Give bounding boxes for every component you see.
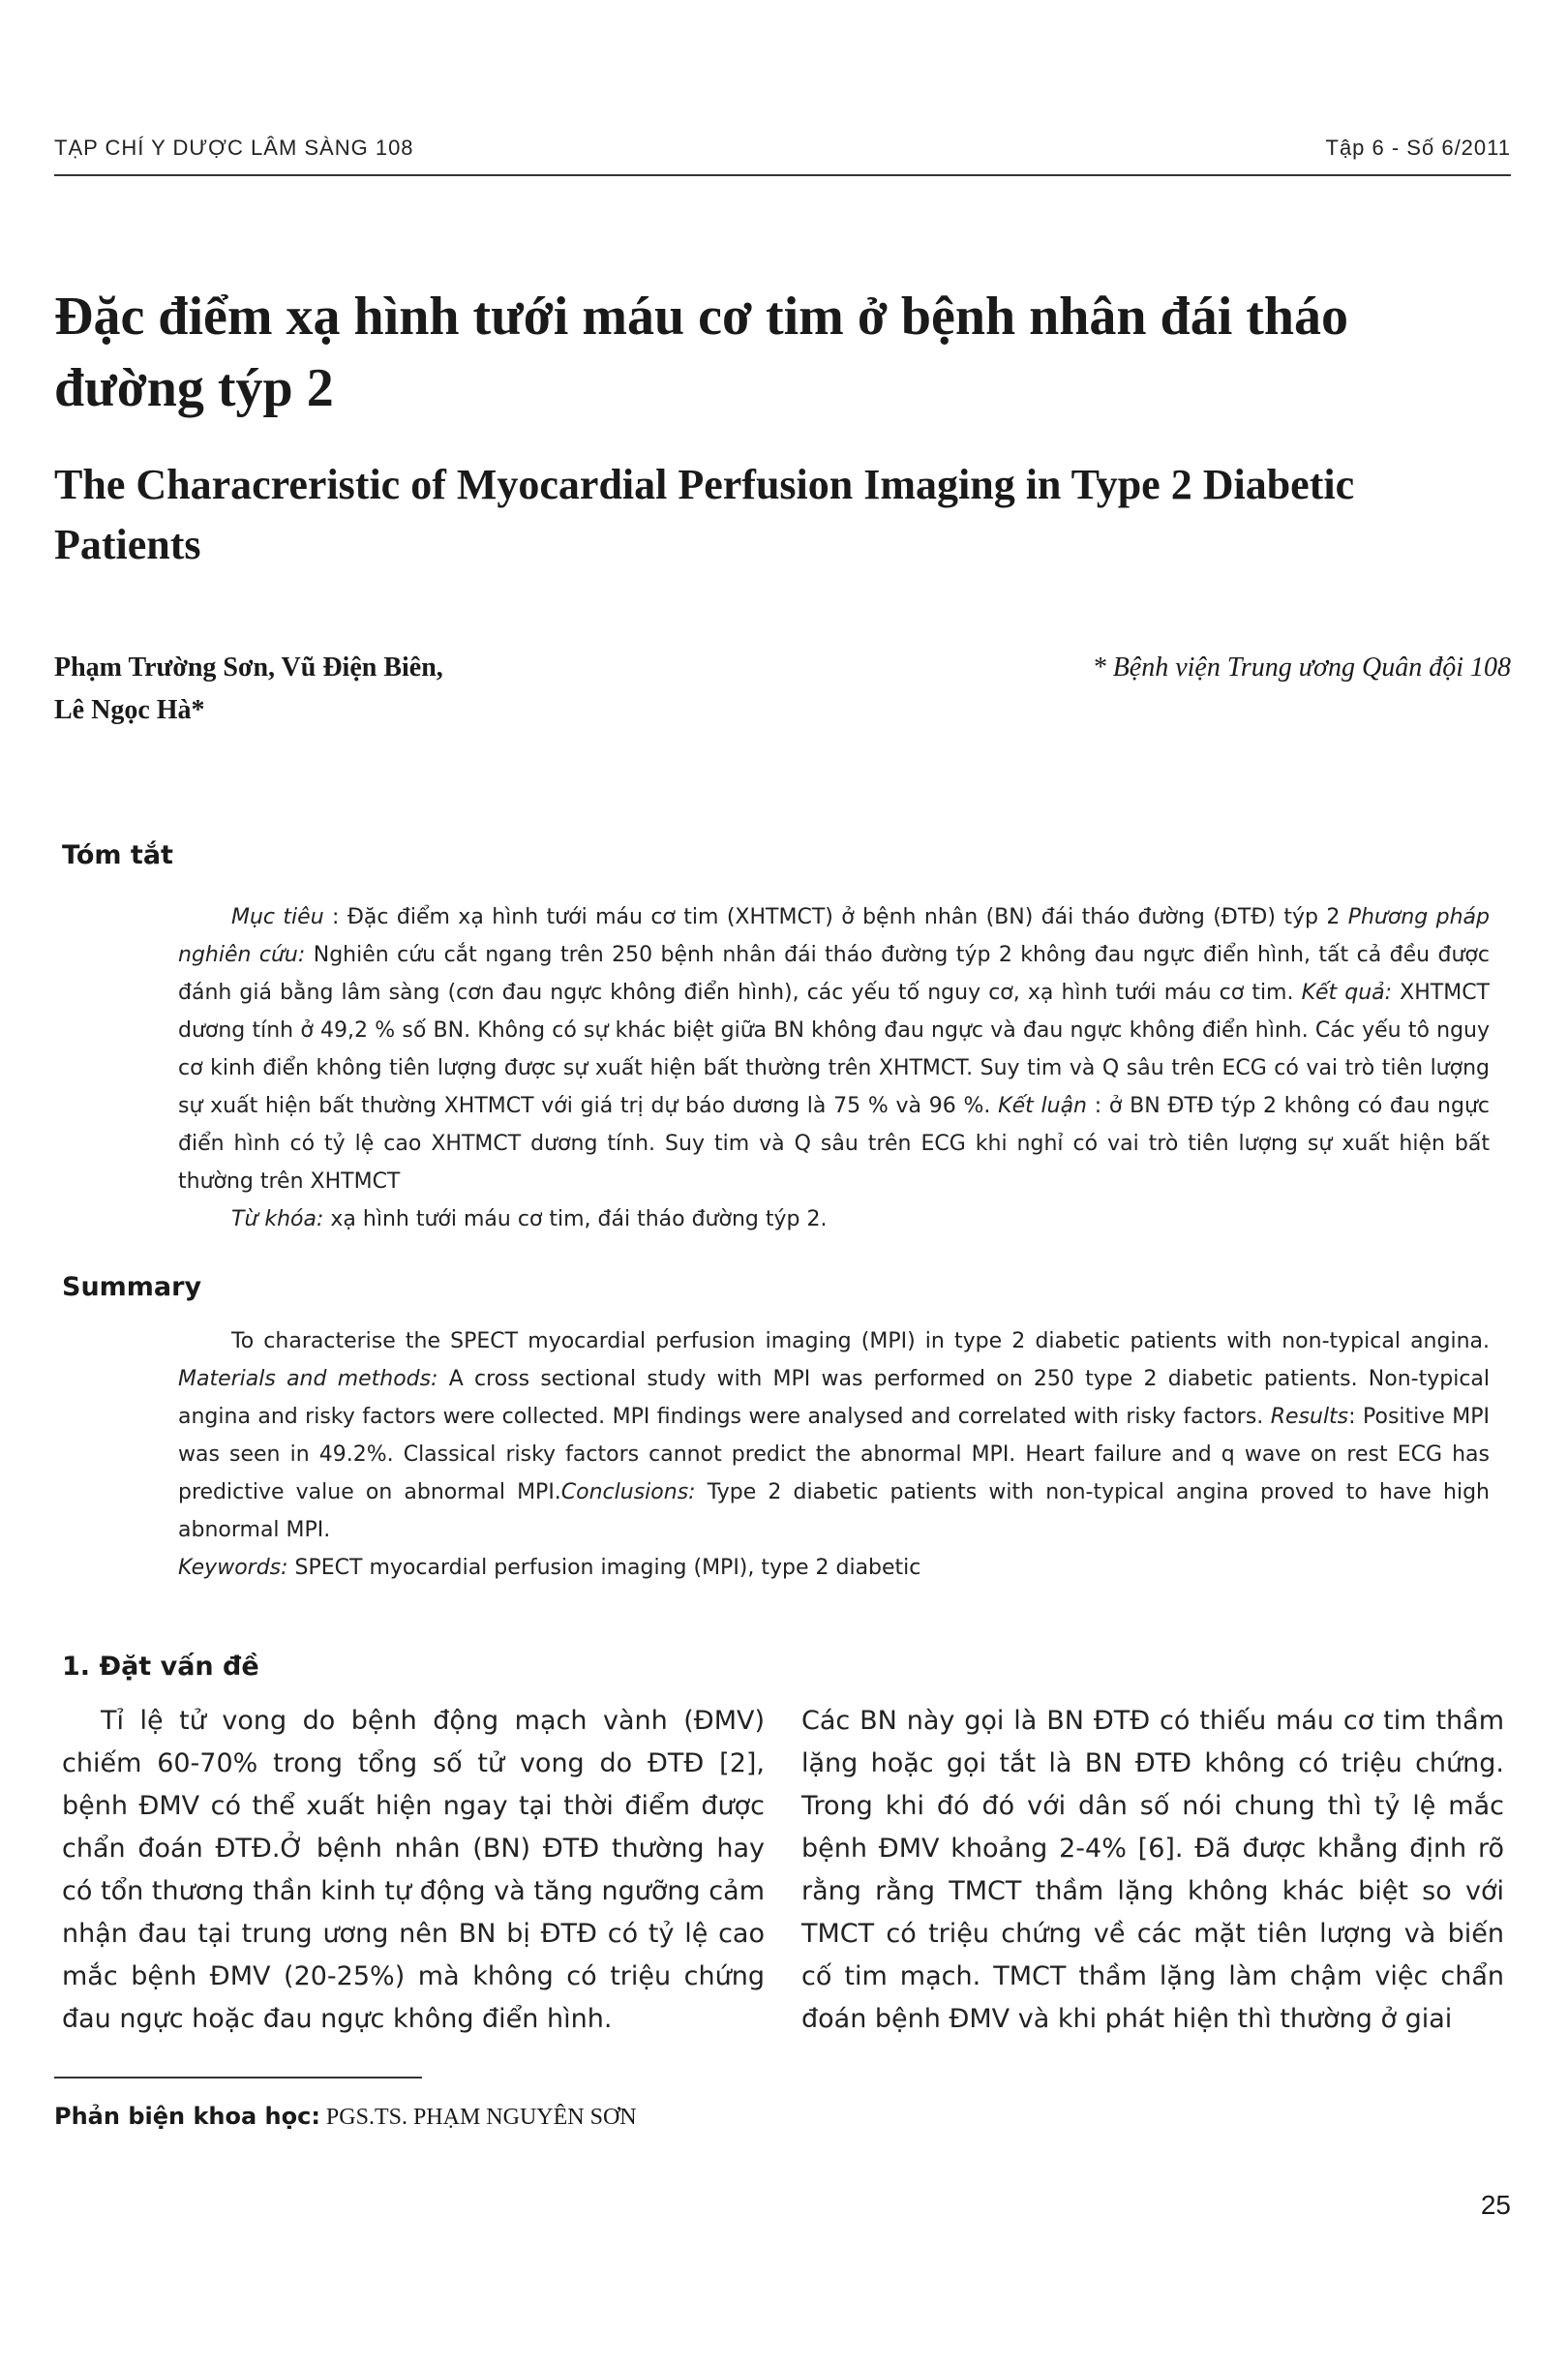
author-line-2: Lê Ngọc Hà*: [54, 695, 205, 725]
keywords-label: Từ khóa:: [231, 1207, 324, 1231]
abstract-english: [178, 1322, 1490, 1587]
summary-keywords-text: SPECT myocardial perfusion imaging (MPI), type 2 diabetic: [287, 1556, 921, 1580]
reviewer-label: Phản biện khoa học:: [54, 2103, 320, 2130]
summary-keywords-label: Keywords:: [178, 1556, 288, 1580]
body-column-right: Các BN này gọi là BN ĐTĐ có thiếu máu cơ tim thầm lặng hoặc gọi tắt là BN ĐTĐ không có triệu chứng. Trong khi đó đó với dân số nói chung thì tỷ lệ mắc bệnh ĐMV khoảng 2-4% [6]. Đã được khẳng định rõ rằng rằng TMCT thầm lặng không khác biệt so với TMCT có triệu chứng về các mặt tiên lượng và biến cố tim mạch. TMCT thầm lặng làm chậm việc chẩn đoán bệnh ĐMV và khi phát hiện thì thường ở giai: [801, 1706, 1504, 2034]
article-page: [54, 0, 1511, 2367]
results-text: XHTMCT dương tính ở 49,2 % số BN. Không có sự khác biệt giữa BN không đau ngực và đau ngực không điển hình. Các yếu tô nguy cơ kinh điển không tiên lượng được sự xuất hiện bất thường trên XHTMCT. Suy tim và Q sâu trên ECG có vai trò tiên lượng sự xuất hiện bất thường XHTMCT với giá trị dự báo dương là 75 % và 96 %.: [178, 981, 1490, 1118]
conclusion-text: : ở BN ĐTĐ týp 2 không có đau ngực điển hình có tỷ lệ cao XHTMCT dương tính. Suy tim và Q sâu trên ECG khi nghỉ có vai trò tiên lượng sự xuất hiện bất thường trên XHTMCT: [178, 1094, 1490, 1194]
keywords-text: xạ hình tưới máu cơ tim, đái tháo đường týp 2.: [323, 1207, 828, 1231]
methods-label: Phương pháp nghiên cứu:: [178, 905, 1490, 967]
journal-name: TẠP CHÍ Y DƯỢC LÂM SÀNG 108: [54, 136, 414, 160]
summary-methods-text: A cross sectional study with MPI was performed on 250 type 2 diabetic patients. Non-typical angina and risky factors were collected. MPI findings were analysed and correlated with risky factors.: [178, 1367, 1491, 1429]
summary-intro: To characterise the SPECT myocardial perfusion imaging (MPI) in type 2 diabetic patients with non-typical angina.: [231, 1329, 1490, 1353]
running-header: [54, 136, 1511, 168]
summary-results-text: : Positive MPI was seen in 49.2%. Classical risky factors cannot predict the abnormal MPI. Heart failure and q wave on rest ECG has predictive value on abnormal MPI.: [178, 1405, 1490, 1504]
objective-text: : Đặc điểm xạ hình tưới máu cơ tim (XHTMCT) ở bệnh nhân (BN) đái tháo đường (ĐTĐ) týp 2: [323, 905, 1348, 929]
abstract-en-heading: Summary: [62, 1272, 202, 1302]
summary-results-label: Results: [1270, 1405, 1349, 1429]
abstract-vietnamese: [178, 898, 1490, 1238]
keywords-en: [178, 1549, 1490, 1587]
footnote-rule: [54, 2077, 422, 2079]
methods-text: Nghiên cứu cắt ngang trên 250 bệnh nhân đái tháo đường týp 2 không đau ngực điển hình, tất cả đều được đánh giá bằng lâm sàng (cơn đau ngực không điển hình), các yếu tố nguy cơ, xạ hình tưới máu cơ tim.: [178, 943, 1490, 1005]
page-number: 25: [1480, 2190, 1511, 2220]
affiliation: * Bệnh viện Trung ương Quân đội 108: [1092, 652, 1511, 683]
reviewer-footnote: [54, 2103, 637, 2131]
title-vietnamese: Đặc điểm xạ hình tưới máu cơ tim ở bệnh nhân đái tháo đường týp 2: [54, 287, 1349, 418]
body-column-left: Tỉ lệ tử vong do bệnh động mạch vành (ĐMV) chiếm 60-70% trong tổng số tử vong do ĐTĐ [2], bệnh ĐMV có thể xuất hiện ngay tại thời điểm được chẩn đoán ĐTĐ.Ở bệnh nhân (BN) ĐTĐ thường hay có tổn thương thần kinh tự động và tăng ngưỡng cảm nhận đau tại trung ương nên BN bị ĐTĐ có tỷ lệ cao mắc bệnh ĐMV (20-25%) mà không có triệu chứng đau ngực hoặc đau ngực không điển hình.: [62, 1706, 765, 2034]
abstract-vi-body: [178, 898, 1490, 1200]
abstract-en-body: [178, 1322, 1490, 1549]
issue-number: Tập 6 - Số 6/2011: [1325, 136, 1511, 160]
results-label: Kết quả:: [1301, 981, 1393, 1005]
objective-label: Mục tiêu: [231, 905, 324, 929]
conclusion-label: Kết luận: [998, 1094, 1087, 1118]
header-rule: [54, 174, 1511, 176]
summary-methods-label: Materials and methods:: [178, 1367, 438, 1391]
reviewer-name: PGS.TS. PHẠM NGUYÊN SƠN: [319, 2105, 637, 2130]
title-english: The Characreristic of Myocardial Perfusion Imaging in Type 2 Diabetic Patients: [54, 461, 1355, 568]
author-list: [54, 647, 732, 732]
abstract-vi-heading: Tóm tắt: [62, 840, 173, 870]
keywords-vi: [178, 1200, 1490, 1238]
author-line-1: Phạm Trường Sơn, Vũ Điện Biên,: [54, 652, 443, 683]
summary-conclusion-text: Type 2 diabetic patients with non-typical angina proved to have high abnormal MPI.: [178, 1480, 1490, 1542]
section-1-title: 1. Đặt vấn đề: [62, 1652, 259, 1682]
summary-conclusion-label: Conclusions:: [560, 1480, 696, 1504]
